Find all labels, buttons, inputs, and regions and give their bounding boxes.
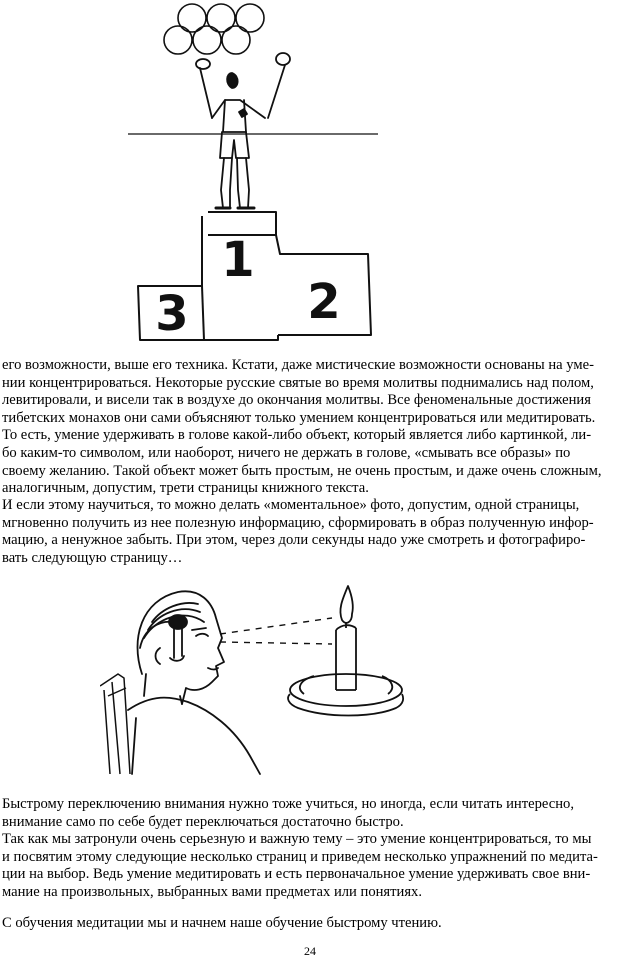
text-line: тибетских монахов они сами объясняют только умением концентрироваться или медитировать. <box>2 409 596 426</box>
candle-holder-icon <box>288 674 403 716</box>
text-line: С обучения медитации мы и начнем наше обучение быстрому чтению. <box>2 915 442 931</box>
athlete-icon <box>196 53 290 208</box>
podium-number-second: 2 <box>307 274 341 330</box>
text-line: нии концентрироваться. Некоторые русские святые во время молитвы поднимались над полом, <box>2 374 594 391</box>
olympic-rings-icon <box>164 4 264 54</box>
text-line: внимание само по себе будет переключаться достаточно быстро. <box>2 813 404 830</box>
podium-number-first: 1 <box>221 232 255 288</box>
text-line: его возможности, выше его техника. Кстати, даже мистические возможности основаны на уме- <box>2 357 594 373</box>
podium-illustration <box>128 0 378 345</box>
text-line: аналогичным, допустим, трети страницы книжного текста. <box>2 480 369 497</box>
text-line: бо каким-то символом, или наоборот, ничего не держать в голове, «смывать все образы» по <box>2 444 571 461</box>
podium-numbers <box>155 232 340 342</box>
text-line: своему желанию. Такой объект может быть простым, не очень простым, и даже очень сложным, <box>2 462 602 479</box>
text-line: мание на произвольных, выбранных вами предметах или понятиях. <box>2 883 422 900</box>
paragraph-attention-switch <box>2 796 618 831</box>
paragraph-closing <box>2 915 618 933</box>
text-line: и посвятим этому следующие несколько страниц и приведем несколько упражнений по медита- <box>2 848 598 865</box>
text-line: вать следующую страницу… <box>2 549 183 566</box>
candle-meditation-illustration <box>100 578 410 778</box>
text-line: ции на выбор. Ведь умение медитировать и есть первоначальное умение удерживать свое вни- <box>2 866 591 883</box>
text-line: левитировали, и висели так в воздухе до окончания молитвы. Все феноменальные достижения <box>2 392 591 409</box>
gaze-lines <box>220 618 332 644</box>
chair-back-icon <box>100 674 130 774</box>
text-line: мацию, а ненужное забыть. При этом, через доли секунды надо уже смотреть и фотографиро- <box>2 532 586 549</box>
paragraph-instant-photo <box>2 497 618 567</box>
podium-number-third: 3 <box>155 286 189 342</box>
page-number: 24 <box>304 944 316 958</box>
text-line: мгновенно получить из нее полезную информацию, сформировать в образ полученную инфор- <box>2 514 594 531</box>
paragraph-concentration <box>2 357 618 498</box>
paragraph-meditation-intro <box>2 831 618 901</box>
person-head-icon <box>128 591 260 774</box>
text-line: То есть, умение удерживать в голове какой-либо объект, который является либо картинкой, ли- <box>2 427 592 444</box>
text-line: Так как мы затронули очень серьезную и важную тему – это умение концентрироваться, то мы <box>2 831 592 847</box>
text-line: Быстрому переключению внимания нужно тоже учиться, но иногда, если читать интересно, <box>2 796 574 812</box>
text-line: И если этому научиться, то можно делать «моментальное» фото, допустим, одной страницы, <box>2 497 580 513</box>
